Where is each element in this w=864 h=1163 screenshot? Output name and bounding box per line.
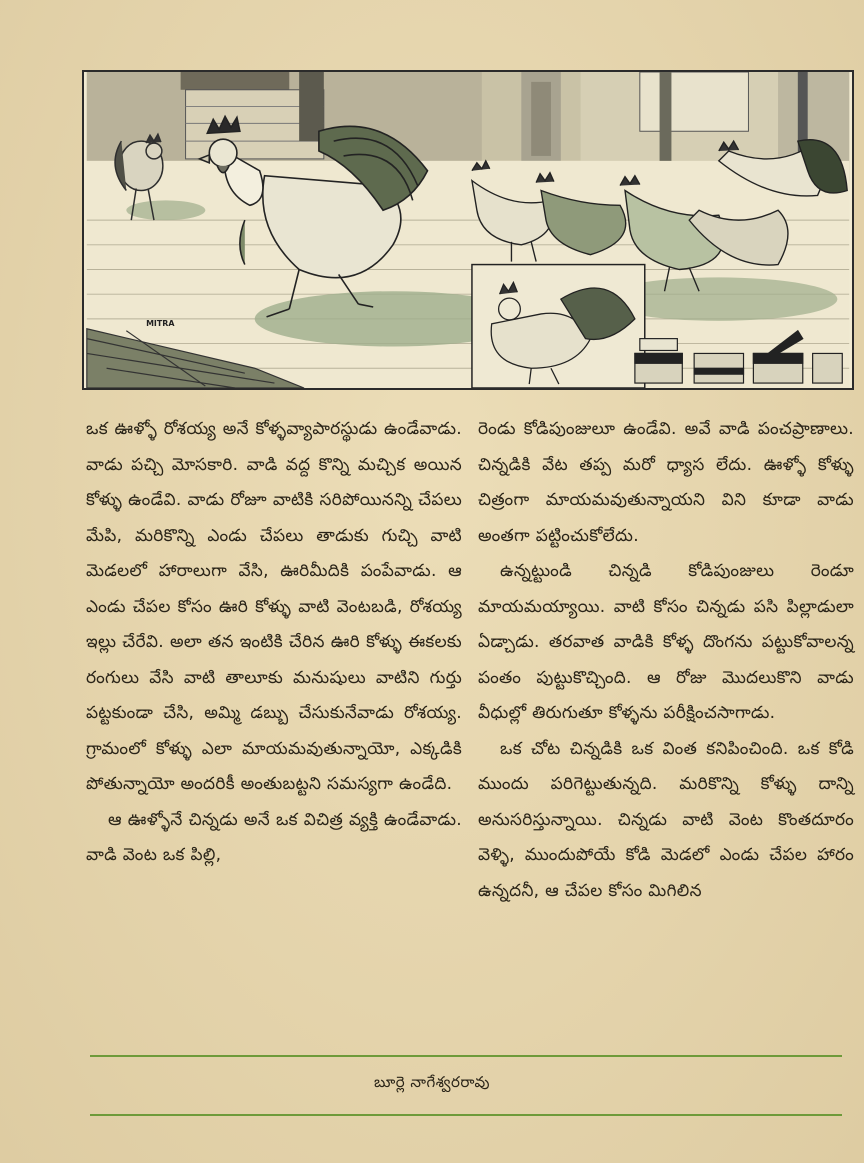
footer-rule-bottom xyxy=(90,1114,842,1116)
left-column xyxy=(86,412,462,874)
paragraph: రెండు కోడిపుంజులూ ఉండేవి. అవే వాడి పంచప్రాణాలు. చిన్నడికి వేట తప్ప మరో ధ్యాస లేదు. ఊళ్ళో కోళ్ళు చిత్రంగా మాయమవుతున్నాయని విని కూడా వాడు అంతగా పట్టించుకోలేదు. xyxy=(478,419,854,546)
paragraph: ఒక చోట చిన్నడికి ఒక వింత కనిపించింది. ఒక కోడి ముందు పరిగెట్టుతున్నది. మరికొన్ని కోళ్ళు దాన్ని అనుసరిస్తున్నాయి. చిన్నడు వాటి వెంట కొంతదూరం వెళ్ళి, ముందుపోయే కోడి మెడలో ఎండు చేపల హారం ఉన్నదనీ, ఆ చేపల కోసం మిగిలిన xyxy=(478,738,854,901)
paragraph: ఒక ఊళ్ళో రోశయ్య అనే కోళ్ళవ్యాపారస్థుడు ఉండేవాడు. వాడు పచ్చి మోసకారి. వాడి వద్ద కొన్ని మచ్చిక అయిన కోళ్ళు ఉండేవి. వాడు రోజూ వాటికి సరిపోయినన్ని చేపలు మేపి, మరికొన్ని ఎండు చేపలు తాడుకు గుచ్చి వాటి మెడలలో హారాలుగా వేసి, ఊరిమీదికి పంపేవాడు. ఆ ఎండు చేపల కోసం ఊరి కోళ్ళు వాటి వెంటబడి, రోశయ్య ఇల్లు చేరేవి. అలా తన ఇంటికి చేరిన ఊరి కోళ్ళు ఈకలకు రంగులు వేసి వాటి తాలూకు మనుషులు వాటిని గుర్తు పట్టకుండా చేసి, అమ్మి డబ్బు చేసుకునేవాడు రోశయ్య. గ్రామంలో కోళ్ళు ఎలా మాయమవుతున్నాయో, ఎక్కడికి పోతున్నాయో అందరికీ అంతుబట్టని సమస్యగా ఉండేది. xyxy=(86,419,462,794)
paragraph: ఆ ఊళ్ళోనే చిన్నడు అనే ఒక విచిత్ర వ్యక్తి ఉండేవాడు. వాడి వెంట ఒక పిల్లి, xyxy=(86,809,462,865)
right-column xyxy=(478,412,854,909)
story-illustration xyxy=(82,70,854,390)
artist-signature: MITRA xyxy=(146,318,175,328)
footer-rule-top xyxy=(90,1055,842,1057)
paragraph: ఉన్నట్టుండి చిన్నడి కోడిపుంజులు రెండూ మాయమయ్యాయి. వాటి కోసం చిన్నడు పసి పిల్లాడులా ఏడ్చాడు. తరవాత వాడికి కోళ్ళ దొంగను పట్టుకోవాలన్న పంతం పుట్టుకొచ్చింది. ఆ రోజు మొదలుకొని వాడు వీధుల్లో తిరుగుతూ కోళ్ళను పరీక్షించసాగాడు. xyxy=(478,561,854,723)
author-name: బూర్లె నాగేశ్వరరావు xyxy=(374,1073,490,1091)
